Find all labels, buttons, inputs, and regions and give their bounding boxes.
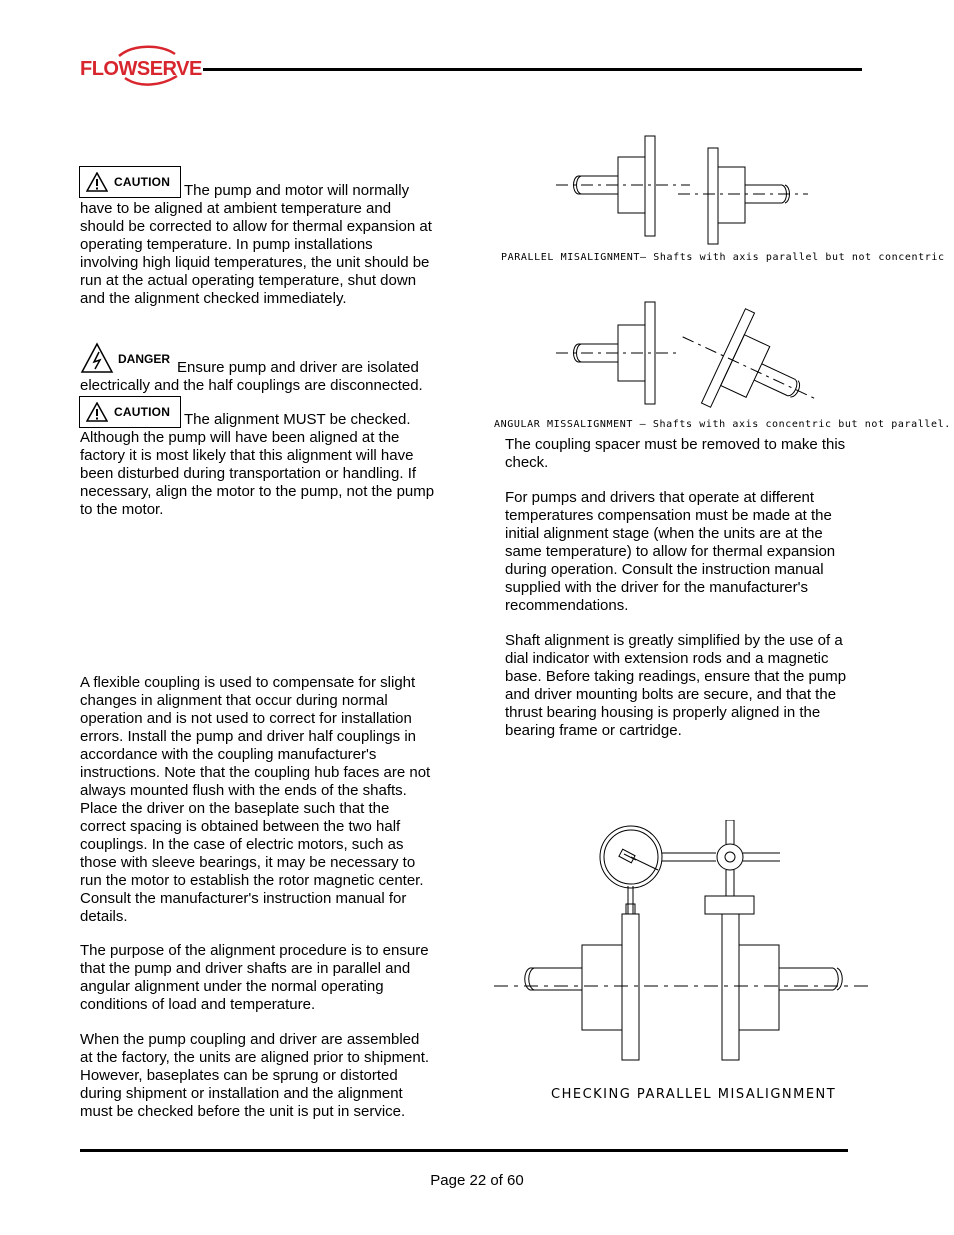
danger-label: DANGER — [118, 352, 171, 366]
footer-rule — [80, 1149, 848, 1152]
angular-misalignment-diagram — [550, 298, 850, 423]
caution2-text: The alignment MUST be checked. Although the pump will have been aligned at the factory it is most likely that this alignment will have been disturbed during transportation or handling. If necessary, align the motor to the pump, not the pump to the motor. — [80, 411, 435, 518]
angular-caption: ANGULAR MISSALIGNMENT — Shafts with axis concentric but not parallel. — [494, 419, 951, 430]
checking-caption: CHECKING PARALLEL MISALIGNMENT — [551, 1087, 837, 1102]
caution-label: CAUTION — [114, 175, 171, 189]
factory-paragraph: When the pump coupling and driver are assembled at the factory, the units are aligned prior to shipment. However, baseplates can be sprung or distorted during shipment or installation and the alignment must be checked before the unit is put in service. — [80, 1031, 430, 1120]
spacer-paragraph: The coupling spacer must be removed to make this check. — [505, 436, 846, 471]
parallel-misalignment-diagram — [550, 130, 820, 250]
header-rule — [203, 68, 862, 71]
danger-text: Ensure pump and driver are isolated electrically and the half couplings are disconnected. — [80, 359, 423, 394]
logo-text: FLOWSERVE — [80, 58, 202, 80]
temperature-paragraph: For pumps and drivers that operate at different temperatures compensation must be made at the initial alignment stage (when the units are at the same temperature) to allow for thermal expansion during operation. Consult the instruction manual supplied with the driver for the manufacturer's recommendations. — [505, 489, 836, 614]
coupling-paragraph: A flexible coupling is used to compensate for slight changes in alignment that occur during normal operation and is not used to correct for installation errors. Install the pump and driver half couplings in accordance with the coupling manufacturer's instructions. Note that the coupling hub faces are not always mounted flush with the ends of the shafts. Place the driver on the baseplate such that the correct spacing is obtained between the two half couplings. In the case of electric motors, such as those with sleeve bearings, it may be necessary to run the motor to establish the rotor magnetic center. Consult the manufacturer's instruction manual for details. — [80, 674, 431, 925]
parallel-caption: PARALLEL MISALIGNMENT— Shafts with axis parallel but not concentric — [501, 252, 945, 263]
checking-parallel-diagram — [490, 820, 875, 1070]
caution1-text: The pump and motor will normally have to be aligned at ambient temperature and should be corrected to allow for thermal expansion at operating temperature. In pump installations involving high liquid temperatures, the unit should be run at the actual operating temperature, shut down and the alignment checked immediately. — [80, 182, 432, 307]
caution-label: CAUTION — [114, 405, 171, 419]
dial-indicator-paragraph: Shaft alignment is greatly simplified by the use of a dial indicator with extension rods and a magnetic base. Before taking readings, ensure that the pump and driver mounting bolts are secure, and that the thrust bearing housing is properly aligned in the bearing frame or cartridge. — [505, 632, 847, 739]
page-number: Page 22 of 60 — [430, 1172, 524, 1189]
purpose-paragraph: The purpose of the alignment procedure is to ensure that the pump and driver shafts are in parallel and angular alignment under the normal operating conditions of load and temperature. — [80, 942, 429, 1013]
